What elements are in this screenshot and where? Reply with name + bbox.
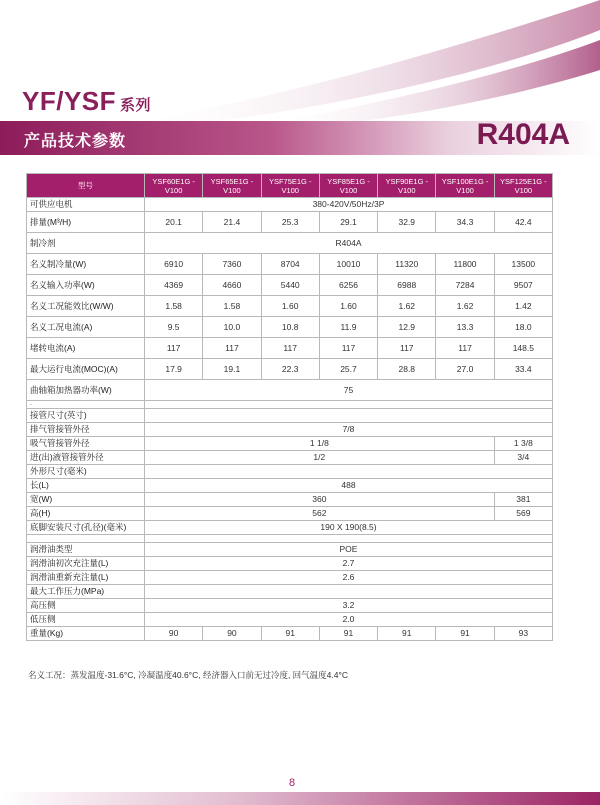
table-row <box>27 451 553 465</box>
row-label: 润滑油类型 <box>27 543 145 557</box>
model-cell: YSF60E1G -V100 <box>145 174 203 198</box>
table-row <box>27 507 553 521</box>
cell: 10.0 <box>203 317 261 338</box>
page-number: 8 <box>289 777 296 789</box>
cell <box>145 401 553 409</box>
cell: 6988 <box>378 275 436 296</box>
cell: 6256 <box>319 275 377 296</box>
table-row <box>27 437 553 451</box>
table-row <box>27 380 553 401</box>
cell: 562 <box>145 507 495 521</box>
cell: 19.1 <box>203 359 261 380</box>
cell: 34.3 <box>436 212 494 233</box>
cell: 7360 <box>203 254 261 275</box>
cell: 42.4 <box>494 212 552 233</box>
table-row <box>27 613 553 627</box>
cell: 1.58 <box>145 296 203 317</box>
cell: 8704 <box>261 254 319 275</box>
cell: 1 1/8 <box>145 437 495 451</box>
cell: 4369 <box>145 275 203 296</box>
cell: 25.7 <box>319 359 377 380</box>
table-row <box>27 571 553 585</box>
table-row <box>27 275 553 296</box>
cell: 9507 <box>494 275 552 296</box>
cell: 7/8 <box>145 423 553 437</box>
cell <box>145 465 553 479</box>
spec-table <box>26 173 553 641</box>
row-label: 可供应电机 <box>27 198 145 212</box>
cell: 11.9 <box>319 317 377 338</box>
series-title: YF/YSF 系列 <box>22 86 152 116</box>
cell: 25.3 <box>261 212 319 233</box>
cell: 117 <box>436 338 494 359</box>
table-row <box>27 521 553 535</box>
cell: 3/4 <box>494 451 552 465</box>
row-label: 排量(M³/H) <box>27 212 145 233</box>
cell: 569 <box>494 507 552 521</box>
row-label: 进(出)液管接管外径 <box>27 451 145 465</box>
table-row <box>27 599 553 613</box>
section-title: 产品技术参数 <box>24 133 127 150</box>
cell: 90 <box>203 627 261 641</box>
cell: 117 <box>378 338 436 359</box>
table-row <box>27 198 553 212</box>
cell: 17.9 <box>145 359 203 380</box>
model-cell: YSF100E1G -V100 <box>436 174 494 198</box>
row-label: 吸气管接管外径 <box>27 437 145 451</box>
cell: 380-420V/50Hz/3P <box>145 198 553 212</box>
row-label: 重量(Kg) <box>27 627 145 641</box>
footnote: 名义工况：蒸发温度-31.6°C, 冷凝温度40.6°C, 经济器入口前无过冷度, 回气温度4.4°C <box>28 670 349 680</box>
cell <box>145 535 553 543</box>
cell: 117 <box>203 338 261 359</box>
cell <box>27 535 145 543</box>
table-row <box>27 535 553 543</box>
table-row <box>27 493 553 507</box>
cell: 13500 <box>494 254 552 275</box>
model-cell: YSF90E1G -V100 <box>378 174 436 198</box>
cell: 190 X 190(8.5) <box>145 521 553 535</box>
cell: 33.4 <box>494 359 552 380</box>
cell: 11800 <box>436 254 494 275</box>
cell: 381 <box>494 493 552 507</box>
cell: 2.7 <box>145 557 553 571</box>
cell: 22.3 <box>261 359 319 380</box>
cell: 117 <box>261 338 319 359</box>
model-cell: YSF125E1G -V100 <box>494 174 552 198</box>
cell: 2.6 <box>145 571 553 585</box>
row-label: 名义工况能效比(W/W) <box>27 296 145 317</box>
cell: 1.62 <box>378 296 436 317</box>
row-label: 制冷剂 <box>27 233 145 254</box>
table-row <box>27 479 553 493</box>
cell: 360 <box>145 493 495 507</box>
cell: R404A <box>145 233 553 254</box>
table-row <box>27 359 553 380</box>
table-header-row <box>27 174 553 198</box>
table-row <box>27 296 553 317</box>
cell: 7284 <box>436 275 494 296</box>
table-row <box>27 338 553 359</box>
cell: 2.0 <box>145 613 553 627</box>
cell: 1.60 <box>261 296 319 317</box>
row-label: 最大工作压力(MPa) <box>27 585 145 599</box>
cell: 21.4 <box>203 212 261 233</box>
cell <box>145 585 553 599</box>
row-label: 润滑油初次充注量(L) <box>27 557 145 571</box>
cell: 10.8 <box>261 317 319 338</box>
model-cell: YSF85E1G -V100 <box>319 174 377 198</box>
table-row <box>27 423 553 437</box>
row-label: 排气管接管外径 <box>27 423 145 437</box>
table-row <box>27 401 553 409</box>
row-label: 长(L) <box>27 479 145 493</box>
cell: 5440 <box>261 275 319 296</box>
cell: 75 <box>145 380 553 401</box>
cell: 117 <box>145 338 203 359</box>
cell: 1.42 <box>494 296 552 317</box>
table-row <box>27 465 553 479</box>
cell: 12.9 <box>378 317 436 338</box>
cell: 90 <box>145 627 203 641</box>
cell: 32.9 <box>378 212 436 233</box>
cell: 91 <box>261 627 319 641</box>
row-label: 润滑油重新充注量(L) <box>27 571 145 585</box>
row-label: 曲轴箱加热器功率(W) <box>27 380 145 401</box>
model-header: 型号 <box>27 174 145 198</box>
row-label: 高(H) <box>27 507 145 521</box>
cell: 11320 <box>378 254 436 275</box>
model-cell: YSF75E1G -V100 <box>261 174 319 198</box>
table-row <box>27 233 553 254</box>
table-row <box>27 543 553 557</box>
cell: 27.0 <box>436 359 494 380</box>
table-row <box>27 212 553 233</box>
cell: 4660 <box>203 275 261 296</box>
cell: 117 <box>319 338 377 359</box>
row-label: 堵转电流(A) <box>27 338 145 359</box>
row-label: 名义工况电流(A) <box>27 317 145 338</box>
cell: 3.2 <box>145 599 553 613</box>
row-label: 外形尺寸(毫米) <box>27 465 145 479</box>
cell <box>145 409 553 423</box>
table-row <box>27 409 553 423</box>
row-label: 高压侧 <box>27 599 145 613</box>
row-label: 宽(W) <box>27 493 145 507</box>
cell: 1.62 <box>436 296 494 317</box>
cell: 1.58 <box>203 296 261 317</box>
row-label: 低压侧 <box>27 613 145 627</box>
cell: 1.60 <box>319 296 377 317</box>
cell: 1 3/8 <box>494 437 552 451</box>
cell: 91 <box>436 627 494 641</box>
cell: 148.5 <box>494 338 552 359</box>
cell: POE <box>145 543 553 557</box>
cell: 13.3 <box>436 317 494 338</box>
row-label: 最大运行电流(MOC)(A) <box>27 359 145 380</box>
spacer-dot: · <box>27 401 145 409</box>
cell: 6910 <box>145 254 203 275</box>
model-cell: YSF65E1G -V100 <box>203 174 261 198</box>
cell: 91 <box>378 627 436 641</box>
row-label: 接管尺寸(英寸) <box>27 409 145 423</box>
cell: 18.0 <box>494 317 552 338</box>
cell: 28.8 <box>378 359 436 380</box>
cell: 10010 <box>319 254 377 275</box>
cell: 488 <box>145 479 553 493</box>
row-label: 名义制冷量(W) <box>27 254 145 275</box>
row-label: 名义输入功率(W) <box>27 275 145 296</box>
cell: 91 <box>319 627 377 641</box>
cell: 93 <box>494 627 552 641</box>
refrigerant-badge: R404A <box>476 118 570 151</box>
cell: 9.5 <box>145 317 203 338</box>
cell: 29.1 <box>319 212 377 233</box>
table-row <box>27 254 553 275</box>
table-row <box>27 317 553 338</box>
cell: 20.1 <box>145 212 203 233</box>
footer-band <box>0 792 600 805</box>
table-row <box>27 585 553 599</box>
table-row <box>27 627 553 641</box>
table-row <box>27 557 553 571</box>
row-label: 底脚安装尺寸(孔径)(毫米) <box>27 521 145 535</box>
cell: 1/2 <box>145 451 495 465</box>
